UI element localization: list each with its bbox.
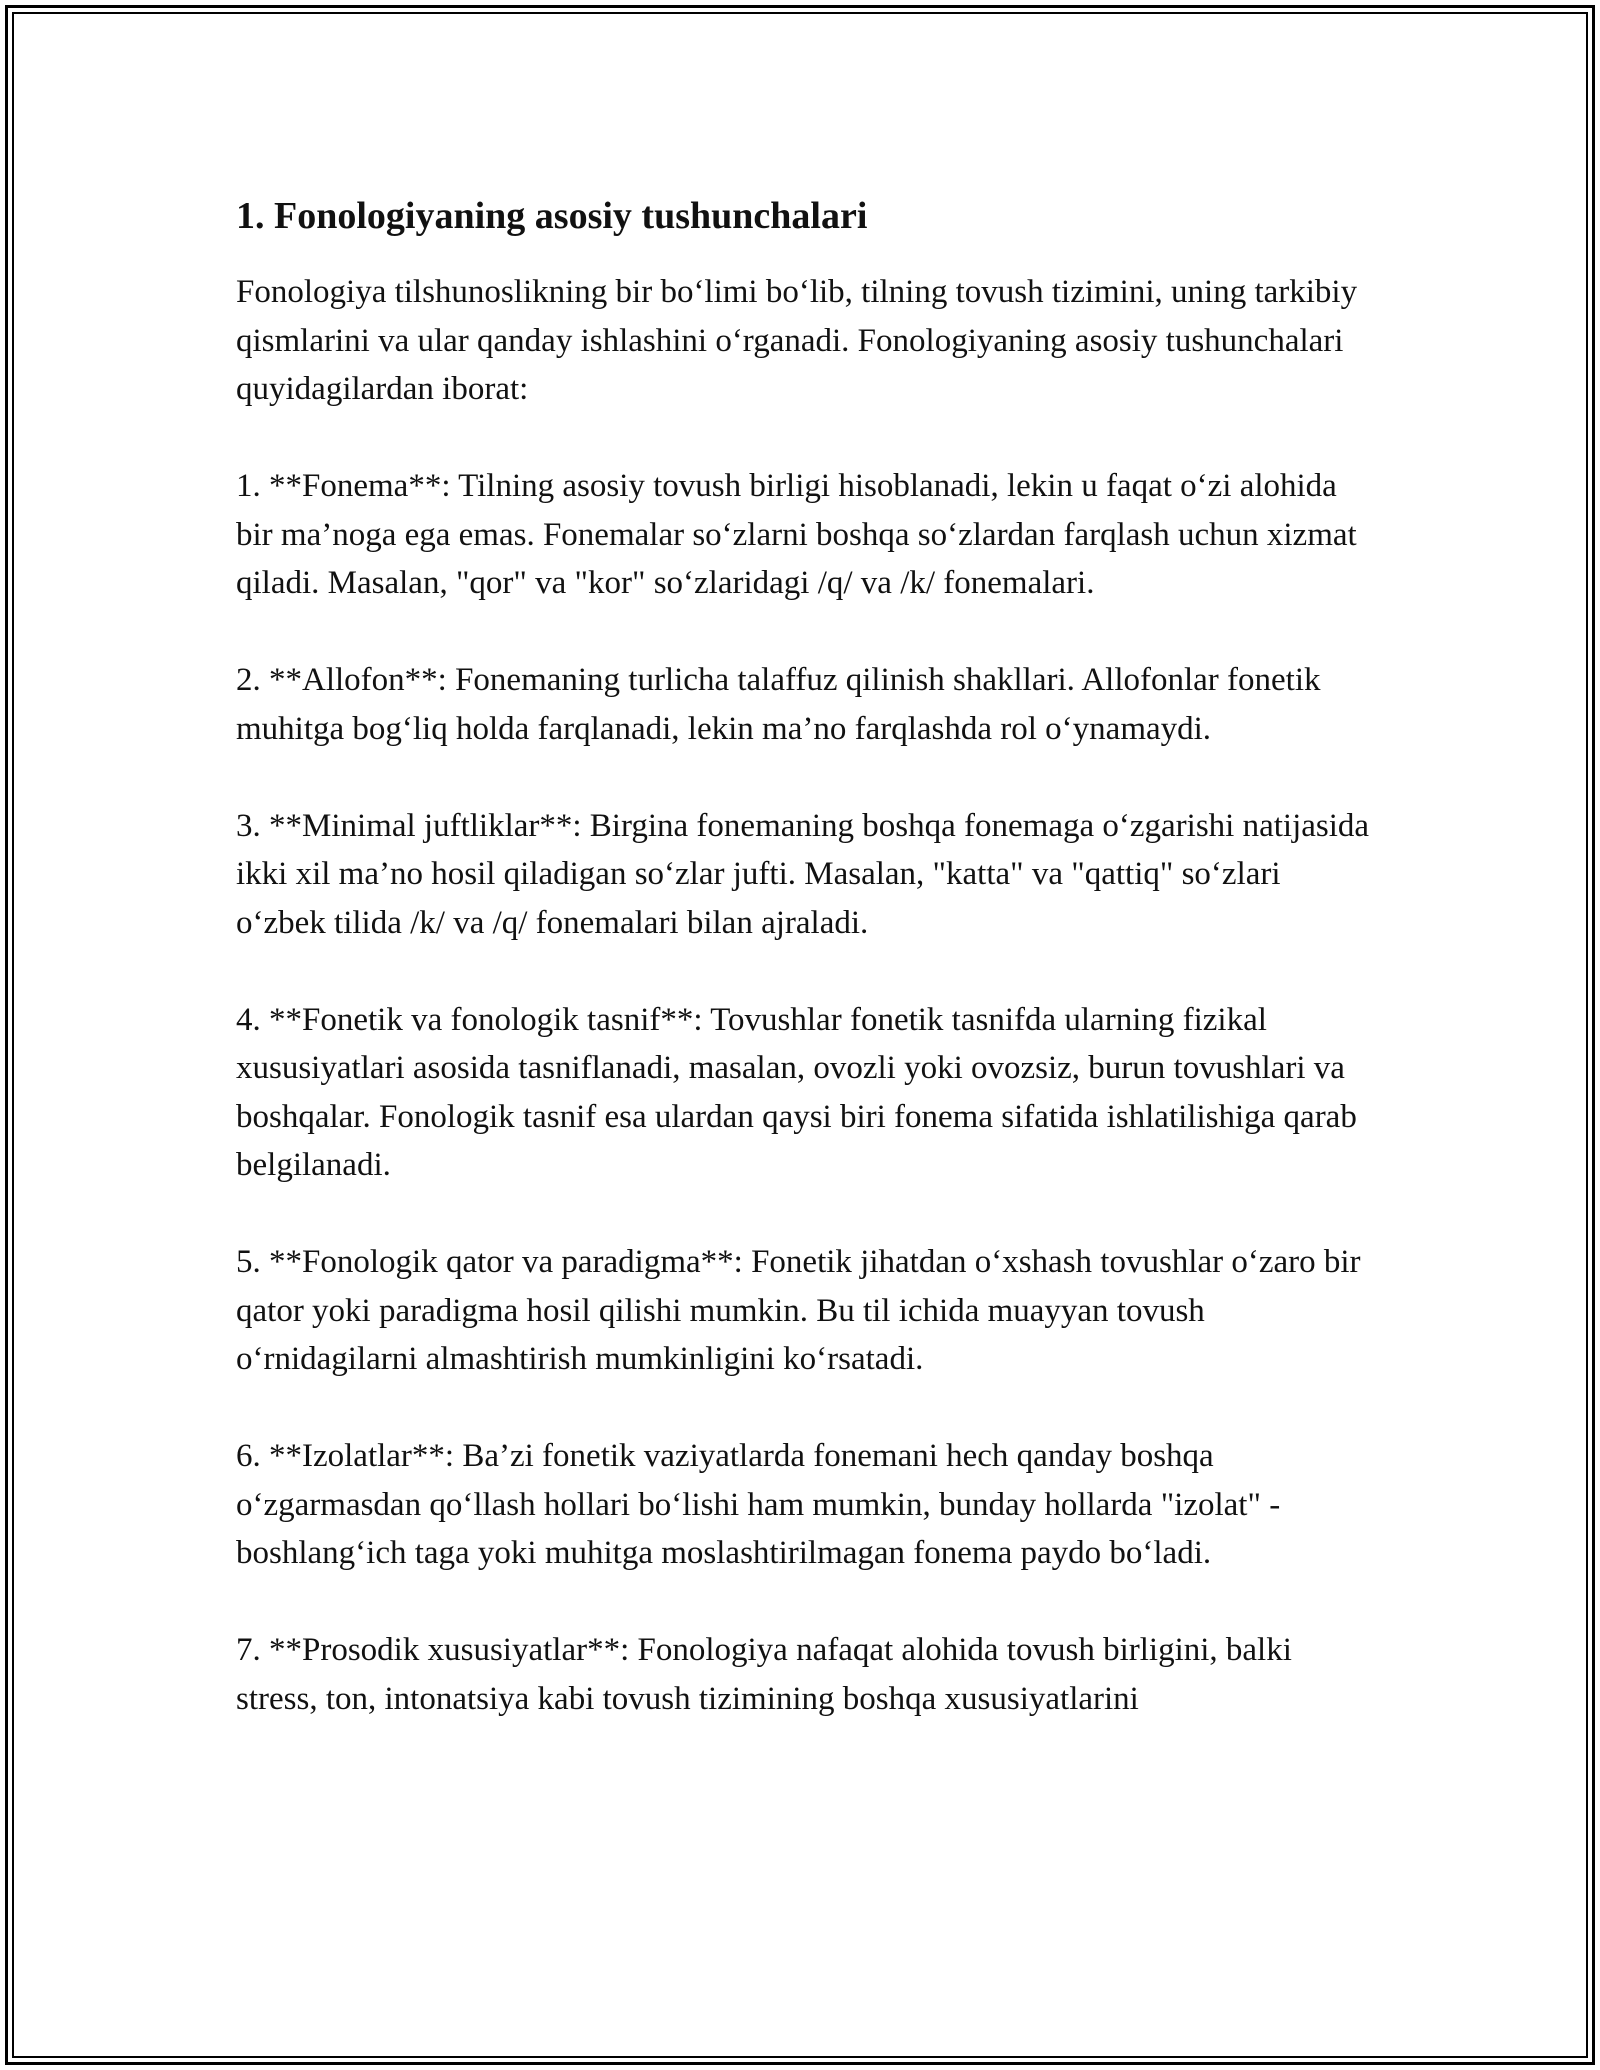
paragraph-allofon: 2. **Allofon**: Fonemaning turlicha talaffuz qilinish shakllari. Allofonlar fonetik muhitga bog‘liq holda farqlanadi, lekin ma’no farqlashda rol o‘ynamaydi. xyxy=(236,662,1321,747)
paragraph-minimal-juftliklar: 3. **Minimal juftliklar**: Birgina fonemaning boshqa fonemaga o‘zgarishi natijasida ikki xil ma’no hosil qiladigan so‘zlar jufti. Masalan, "katta" va "qattiq" so‘zlari o‘zbek tilida /k/ va /q/ fonemalari bilan ajraladi. xyxy=(236,807,1370,941)
intro-paragraph: Fonologiya tilshunoslikning bir bo‘limi bo‘lib, tilning tovush tizimini, uning tarkibiy qismlarini va ular qanday ishlashini o‘rganadi. Fonologiyaning asosiy tushunchalari quyidagilardan iborat: xyxy=(236,274,1358,407)
paragraph-izolatlar: 6. **Izolatlar**: Ba’zi fonetik vaziyatlarda fonemani hech qanday boshqa o‘zgarmasdan qo‘llash hollari bo‘lishi ham mumkin, bunday hollarda "izolat" - boshlang‘ich taga yoki muhitga moslashtirilmagan fonema paydo bo‘ladi. xyxy=(236,1438,1281,1571)
section-heading: 1. Fonologiyaning asosiy tushunchalari xyxy=(236,195,868,237)
paragraph-fonetik-tasnif: 4. **Fonetik va fonologik tasnif**: Tovushlar fonetik tasnifda ularning fizikal xususiyatlari asosida tasniflanadi, masalan, ovozli yoki ovozsiz, burun tovushlari va boshqalar. Fonologik tasnif esa ulardan qaysi biri fonema sifatida ishlatilishiga qarab belgilanadi. xyxy=(236,1001,1357,1183)
paragraph-fonologik-qator: 5. **Fonologik qator va paradigma**: Fonetik jihatdan o‘xshash tovushlar o‘zaro bir qator yoki paradigma hosil qilishi mumkin. Bu til ichida muayyan tovush o‘rnidagilarni almashtirish mumkinligini ko‘rsatadi. xyxy=(236,1244,1361,1377)
document-body xyxy=(236,182,1376,1723)
paragraph-fonema: 1. **Fonema**: Tilning asosiy tovush birligi hisoblanadi, lekin u faqat o‘zi alohida bir ma’noga ega emas. Fonemalar so‘zlarni boshqa so‘zlardan farqlash uchun xizmat qiladi. Masalan, "qor" va "kor" so‘zlaridagi /q/ va /k/ fonemalari. xyxy=(236,468,1357,601)
paragraph-prosodik: 7. **Prosodik xususiyatlar**: Fonologiya nafaqat alohida tovush birligini, balki stress, ton, intonatsiya kabi tovush tizimining boshqa xususiyatlarini xyxy=(236,1632,1292,1717)
